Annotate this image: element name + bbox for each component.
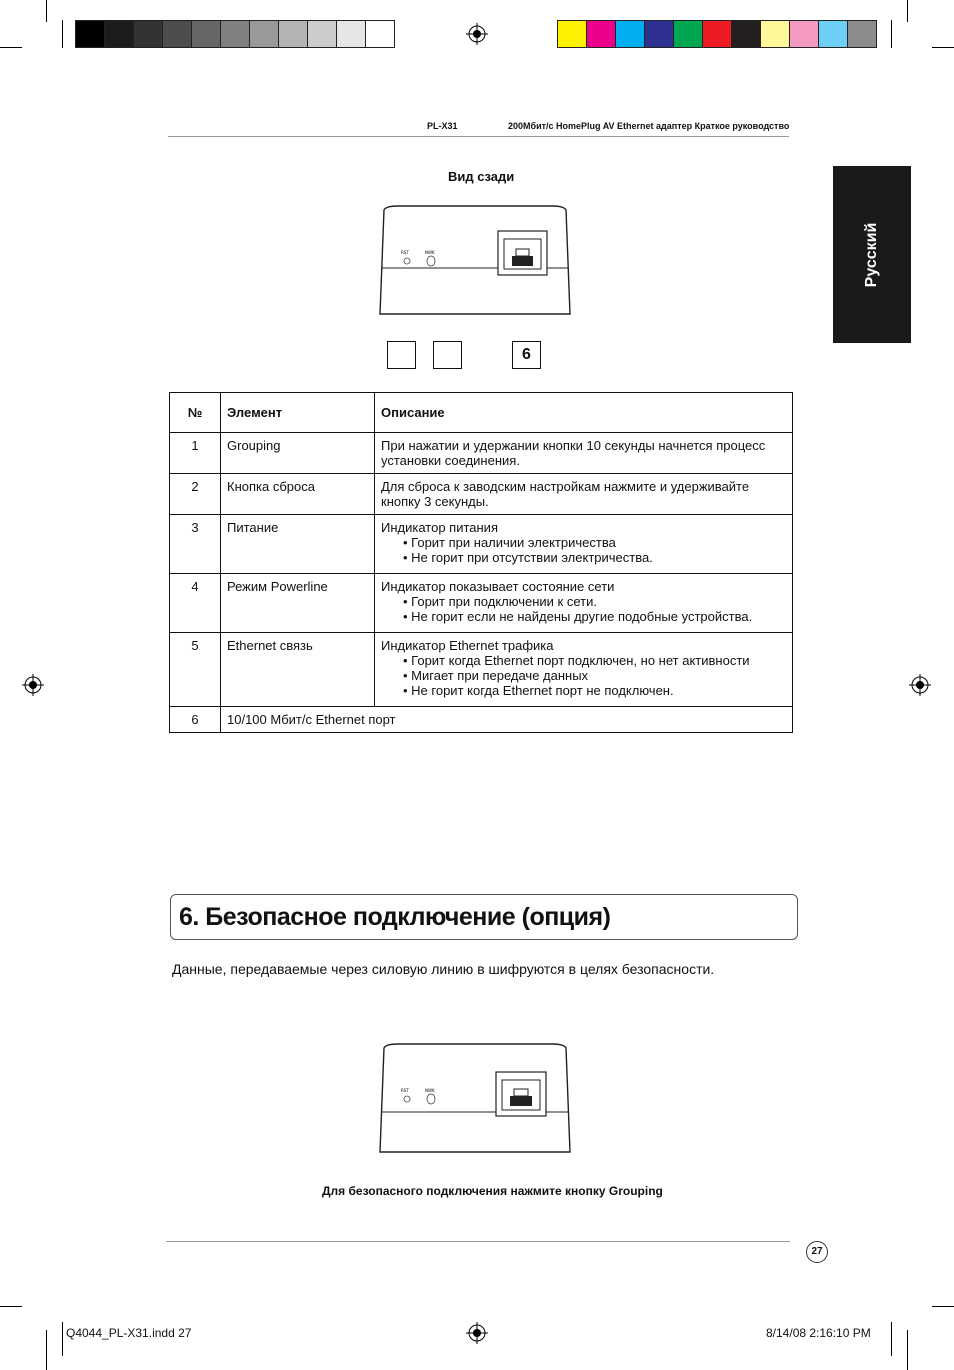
row-description-text: Индикатор показывает состояние сети	[381, 579, 615, 594]
callout-box: 6	[512, 341, 541, 369]
row-number: 4	[170, 574, 221, 633]
crop-mark	[62, 1322, 63, 1356]
crop-mark	[932, 1306, 954, 1307]
section-title: 6. Безопасное подключение (опция)	[179, 903, 611, 931]
footer-timestamp: 8/14/08 2:16:10 PM	[766, 1326, 871, 1340]
footer-divider	[166, 1241, 790, 1242]
crop-mark	[0, 1306, 22, 1307]
callout-box	[433, 341, 462, 369]
header-model: PL-X31	[427, 121, 458, 131]
color-swatch	[278, 20, 308, 48]
registration-mark-icon	[22, 674, 44, 696]
row-description-text: При нажатии и удержании кнопки 10 секунды начнется процесс установки соединения.	[381, 438, 766, 468]
table-header-num: №	[170, 393, 221, 433]
crop-mark	[46, 1330, 47, 1370]
crop-mark	[62, 20, 63, 48]
table-row	[170, 474, 793, 515]
table-header-row	[170, 393, 793, 433]
row-bullet-item: • Не горит когда Ethernet порт не подключен.	[403, 683, 674, 698]
color-swatch	[249, 20, 279, 48]
row-bullet-item: • Мигает при передаче данных	[403, 668, 589, 683]
section-body-text: Данные, передаваемые через силовую линию в шифруются в целях безопасности.	[172, 961, 715, 977]
row-number: 3	[170, 515, 221, 574]
color-swatch	[162, 20, 192, 48]
color-swatch	[760, 20, 790, 48]
color-swatch	[586, 20, 616, 48]
header-divider	[168, 136, 789, 137]
row-bullet-item: • Не горит если не найдены другие подобные устройства.	[403, 609, 753, 624]
device-label-nwk: NWK	[425, 250, 435, 255]
row-element: Кнопка сброса	[221, 474, 375, 515]
row-element: Питание	[221, 515, 375, 574]
row-element: Grouping	[221, 433, 375, 474]
device-rear-view-illustration	[378, 204, 572, 318]
sidebar-language-tab	[833, 166, 911, 343]
page-number: 27	[806, 1241, 828, 1263]
crop-mark	[891, 20, 892, 48]
table-row	[170, 515, 793, 574]
color-swatch	[307, 20, 337, 48]
footer-file-name: Q4044_PL-X31.indd 27	[66, 1326, 192, 1340]
row-bullet-item: • Горит когда Ethernet порт подключен, но нет активности	[403, 653, 750, 668]
row-element: Режим Powerline	[221, 574, 375, 633]
color-swatch	[673, 20, 703, 48]
table-row	[170, 633, 793, 707]
row-bullet-item: • Горит при наличии электричества	[403, 535, 616, 550]
color-swatch	[644, 20, 674, 48]
color-swatch	[220, 20, 250, 48]
section-title-box	[170, 894, 798, 940]
color-swatch	[191, 20, 221, 48]
table-row	[170, 433, 793, 474]
color-swatch	[557, 20, 587, 48]
registration-mark-icon	[466, 23, 488, 45]
color-swatch	[847, 20, 877, 48]
crop-mark	[907, 0, 908, 22]
row-number: 5	[170, 633, 221, 707]
row-number: 1	[170, 433, 221, 474]
figure-caption: Для безопасного подключения нажмите кнопку Grouping	[322, 1184, 663, 1198]
color-swatch	[702, 20, 732, 48]
crop-mark	[46, 0, 47, 22]
device-label-rst: RST	[401, 250, 409, 255]
color-swatch	[133, 20, 163, 48]
row-element: Ethernet связь	[221, 633, 375, 707]
row-description	[375, 515, 793, 574]
row-description-text: Индикатор питания	[381, 520, 498, 535]
crop-mark	[0, 47, 22, 48]
led-description-table	[169, 392, 793, 733]
row-description-text: Индикатор Ethernet трафика	[381, 638, 554, 653]
rear-view-caption: Вид сзади	[448, 169, 515, 184]
row-description	[375, 574, 793, 633]
header-guide-title: 200Мбит/с HomePlug AV Ethernet адаптер Краткое руководство	[508, 121, 790, 131]
table-header-description: Описание	[375, 393, 793, 433]
row-bullet-item: • Не горит при отсутствии электричества.	[403, 550, 653, 565]
crop-mark	[932, 47, 954, 48]
row-bullet-item: • Горит при подключении к сети.	[403, 594, 597, 609]
row-description	[375, 474, 793, 515]
table-row	[170, 574, 793, 633]
table-header-element: Элемент	[221, 393, 375, 433]
color-swatch	[615, 20, 645, 48]
crop-mark	[907, 1330, 908, 1370]
row-element: 10/100 Мбит/с Ethernet порт	[221, 707, 793, 733]
row-description-text: Для сброса к заводским настройкам нажмите и удерживайте кнопку 3 секунды.	[381, 479, 750, 509]
color-swatch	[104, 20, 134, 48]
color-swatch	[336, 20, 366, 48]
registration-mark-icon	[909, 674, 931, 696]
registration-mark-icon	[466, 1322, 488, 1344]
sidebar-language-label: Русский	[863, 222, 880, 287]
row-number: 6	[170, 707, 221, 733]
callout-box	[387, 341, 416, 369]
color-swatch	[818, 20, 848, 48]
color-swatch	[731, 20, 761, 48]
row-number: 2	[170, 474, 221, 515]
device-grouping-illustration	[378, 1042, 572, 1156]
crop-mark	[891, 1322, 892, 1356]
table-row	[170, 707, 793, 733]
device-label-nwk: NWK	[425, 1088, 435, 1093]
color-swatch	[75, 20, 105, 48]
color-swatch	[365, 20, 395, 48]
device-label-rst: RST	[401, 1088, 409, 1093]
color-swatch	[789, 20, 819, 48]
row-description	[375, 433, 793, 474]
row-description	[375, 633, 793, 707]
